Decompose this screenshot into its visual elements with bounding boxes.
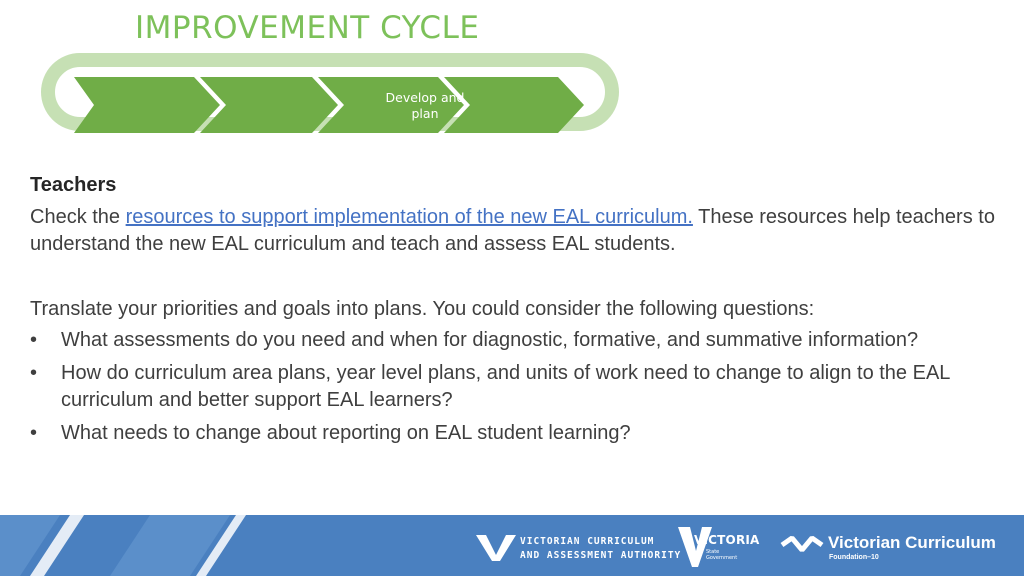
cycle-loop-graphic <box>32 50 632 142</box>
improvement-cycle-diagram <box>32 50 632 142</box>
footer-stripe-decoration <box>0 515 260 576</box>
vc-subtitle: Foundation–10 <box>829 554 879 561</box>
vcaa-name-line2: AND ASSESSMENT AUTHORITY <box>520 550 682 561</box>
vc-wave-icon <box>780 535 824 555</box>
vcaa-logo <box>476 529 682 563</box>
page-title: IMPROVEMENT CYCLE <box>135 10 480 46</box>
victorian-curriculum-logo <box>780 533 1020 569</box>
chevron-step-1 <box>74 77 220 133</box>
intro-suffix: These resources help teachers to understand the new EAL curriculum and teach and assess EAL students. <box>30 206 995 255</box>
vcaa-name-line1: VICTORIAN CURRICULUM <box>520 536 655 547</box>
footer-bar <box>0 515 1024 576</box>
vcaa-emblem-icon <box>476 529 518 563</box>
vc-wordmark: Victorian Curriculum <box>828 533 996 552</box>
victoria-wordmark: VICTORIA <box>694 533 760 547</box>
resources-link[interactable]: resources to support implementation of the new EAL curriculum. <box>125 206 693 228</box>
question-item: • What needs to change about reporting on EAL student learning? <box>30 420 1010 447</box>
victoria-government-logo <box>678 525 760 569</box>
intro-paragraph <box>30 204 1010 258</box>
section-heading: Teachers <box>30 174 117 196</box>
chevron-step-2 <box>200 77 338 133</box>
question-list <box>30 327 1010 447</box>
question-item: • How do curriculum area plans, year level plans, and units of work need to change to align to the EAL curriculum and better support EAL learners? <box>30 360 1010 414</box>
cycle-step-label-develop-plan: Develop and plan <box>385 90 465 121</box>
main-content <box>30 172 1010 453</box>
plans-paragraph: Translate your priorities and goals into plans. You could consider the following questions: <box>30 298 815 320</box>
victoria-v-icon <box>678 525 714 569</box>
question-item: • What assessments do you need and when for diagnostic, formative, and summative information? <box>30 327 1010 354</box>
intro-prefix: Check the <box>30 206 126 228</box>
victoria-state-text: State <box>706 549 720 555</box>
victoria-government-text: Government <box>706 555 738 561</box>
